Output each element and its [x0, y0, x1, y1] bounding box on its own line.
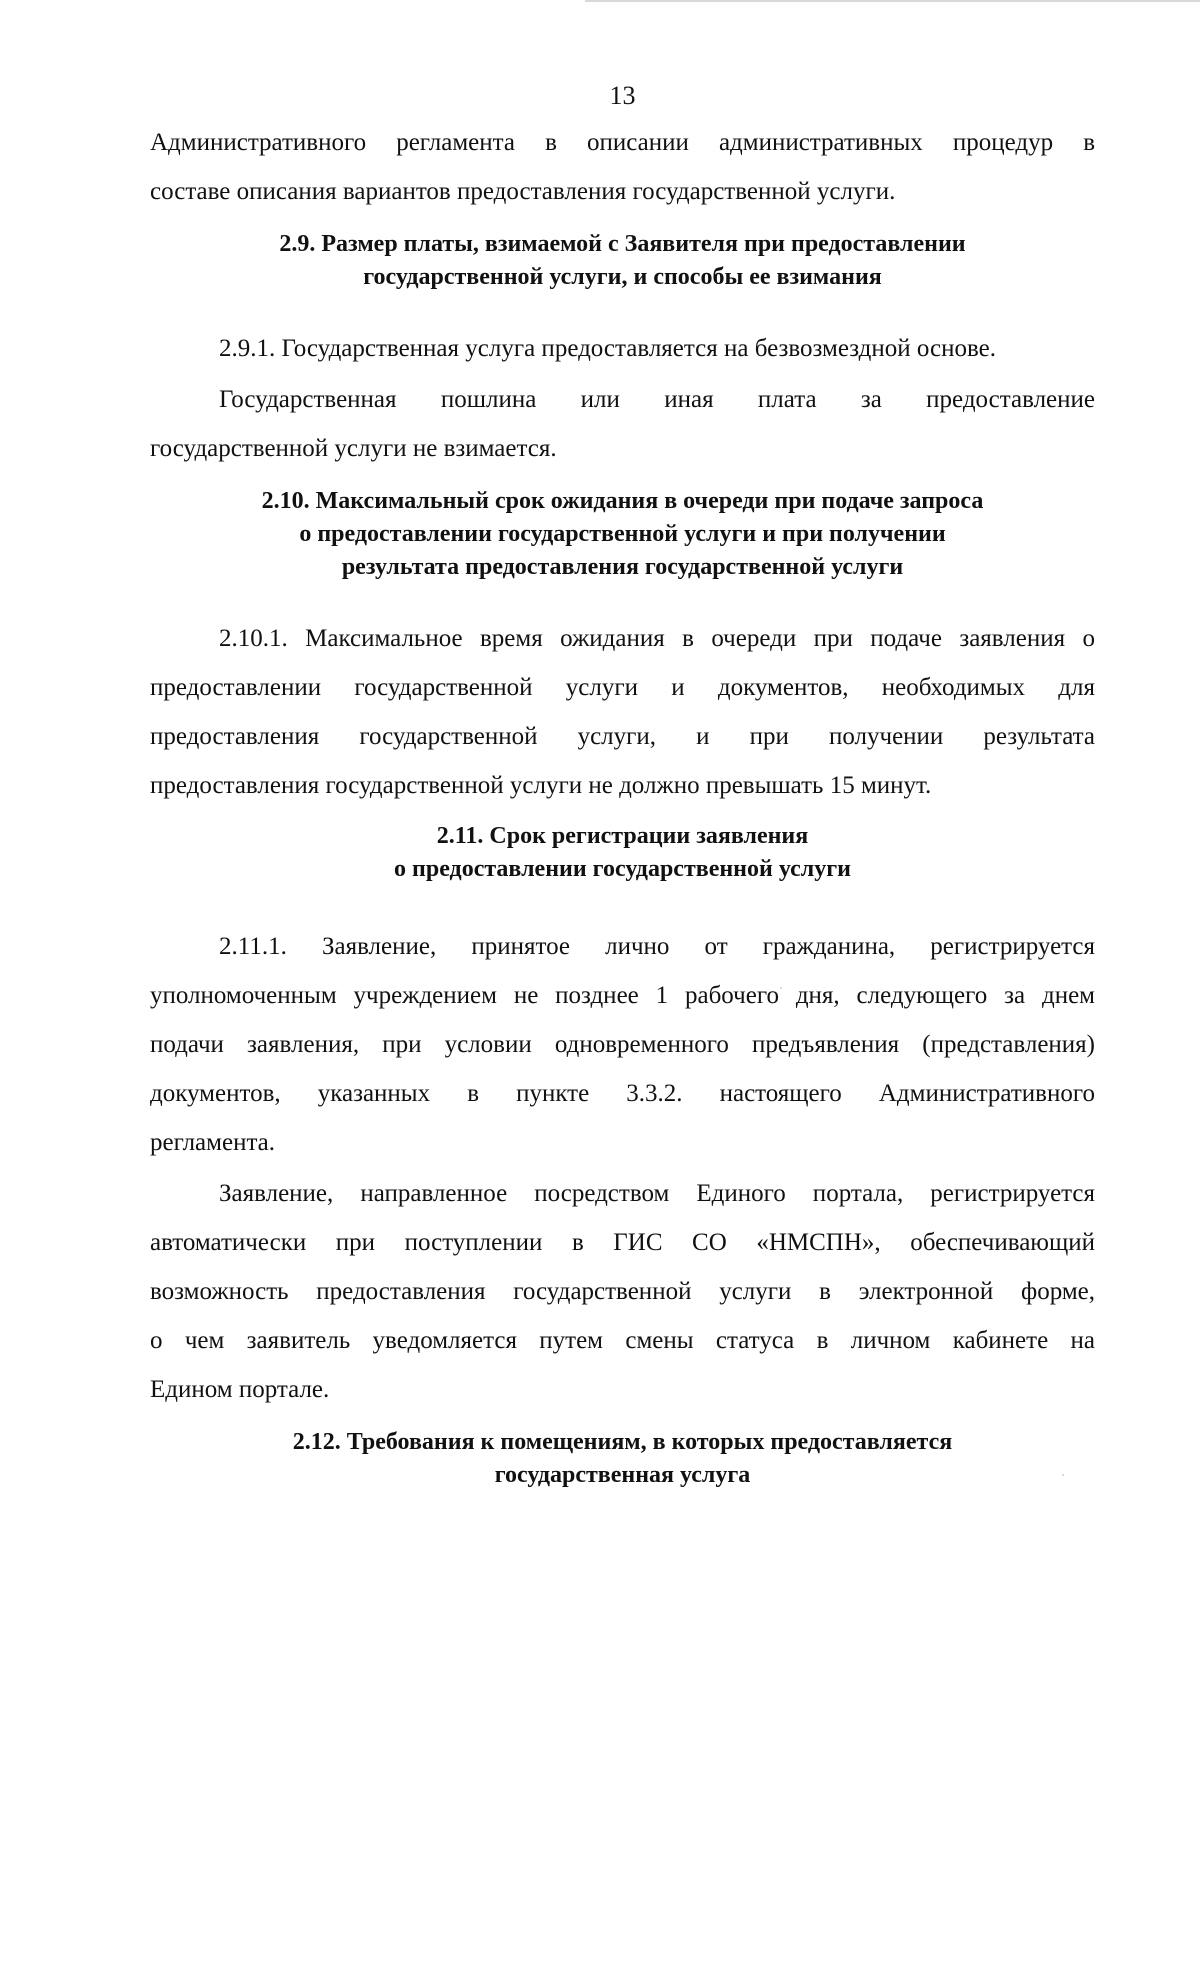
heading-line: о предоставлении государственной услуги — [394, 856, 851, 882]
section-heading-2-9 — [150, 228, 1095, 294]
text-line: Государственная пошлина или иная плата за предоставление — [219, 386, 1095, 413]
heading-line: результата предоставления государственной услуги — [341, 554, 904, 580]
paragraph-2-11-portal — [150, 1169, 1095, 1414]
text-line: предоставлении государственной услуги и документов, необходимых для — [150, 674, 1095, 701]
paragraph-2-9-note — [150, 375, 1095, 473]
paragraph-2-11-1 — [150, 922, 1095, 1167]
heading-line: 2.12. Требования к помещениям, в которых предоставляется — [292, 1429, 953, 1455]
text-line: предоставления государственной услуги, и при получении результата — [150, 723, 1095, 750]
heading-line: государственная услуга — [494, 1462, 751, 1488]
text-line: составе описания вариантов предоставления государственной услуги. — [150, 178, 896, 205]
heading-line: государственной услуги, и способы ее взимания — [363, 264, 882, 290]
text-line: государственной услуги не взимается. — [150, 435, 557, 462]
text-line: Едином портале. — [150, 1376, 330, 1403]
text-line: уполномоченным учреждением не позднее 1 рабочего дня, следующего за днем — [150, 982, 1095, 1009]
text-line: 2.11.1. Заявление, принятое лично от гражданина, регистрируется — [219, 933, 1095, 960]
heading-line: о предоставлении государственной услуги и при получении — [299, 521, 946, 547]
text-line: Административного регламента в описании административных процедур в — [150, 129, 1095, 156]
text-line: автоматически при поступлении в ГИС СО «НМСПН», обеспечивающий — [150, 1229, 1095, 1256]
section-heading-2-12 — [150, 1426, 1095, 1492]
section-heading-2-10 — [150, 485, 1095, 584]
text-line: регламента. — [150, 1129, 276, 1156]
document-content — [150, 80, 1095, 1492]
scan-edge-line — [585, 0, 1200, 2]
text-line: о чем заявитель уведомляется путем смены статуса в личном кабинете на — [150, 1327, 1095, 1354]
page-number: 13 — [609, 81, 636, 110]
heading-line: 2.11. Срок регистрации заявления — [436, 823, 809, 849]
paragraph-2-9-1 — [150, 324, 1095, 373]
heading-line: 2.10. Максимальный срок ожидания в очереди при подаче запроса — [261, 488, 984, 514]
text-line: предоставления государственной услуги не должно превышать 15 минут. — [150, 772, 932, 799]
text-line: подачи заявления, при условии одновременного предъявления (представления) — [150, 1031, 1095, 1058]
intro-paragraph — [150, 118, 1095, 216]
text-line: 2.10.1. Максимальное время ожидания в очереди при подаче заявления о — [219, 625, 1095, 652]
section-heading-2-11 — [150, 820, 1095, 886]
heading-line: 2.9. Размер платы, взимаемой с Заявителя при предоставлении — [279, 231, 966, 257]
text-line: документов, указанных в пункте 3.3.2. настоящего Административного — [150, 1080, 1095, 1107]
text-line: Заявление, направленное посредством Единого портала, регистрируется — [219, 1180, 1095, 1207]
text-line: возможность предоставления государственной услуги в электронной форме, — [150, 1278, 1095, 1305]
paragraph-2-10-1 — [150, 614, 1095, 810]
text-line: 2.9.1. Государственная услуга предоставляется на безвозмездной основе. — [219, 335, 996, 362]
